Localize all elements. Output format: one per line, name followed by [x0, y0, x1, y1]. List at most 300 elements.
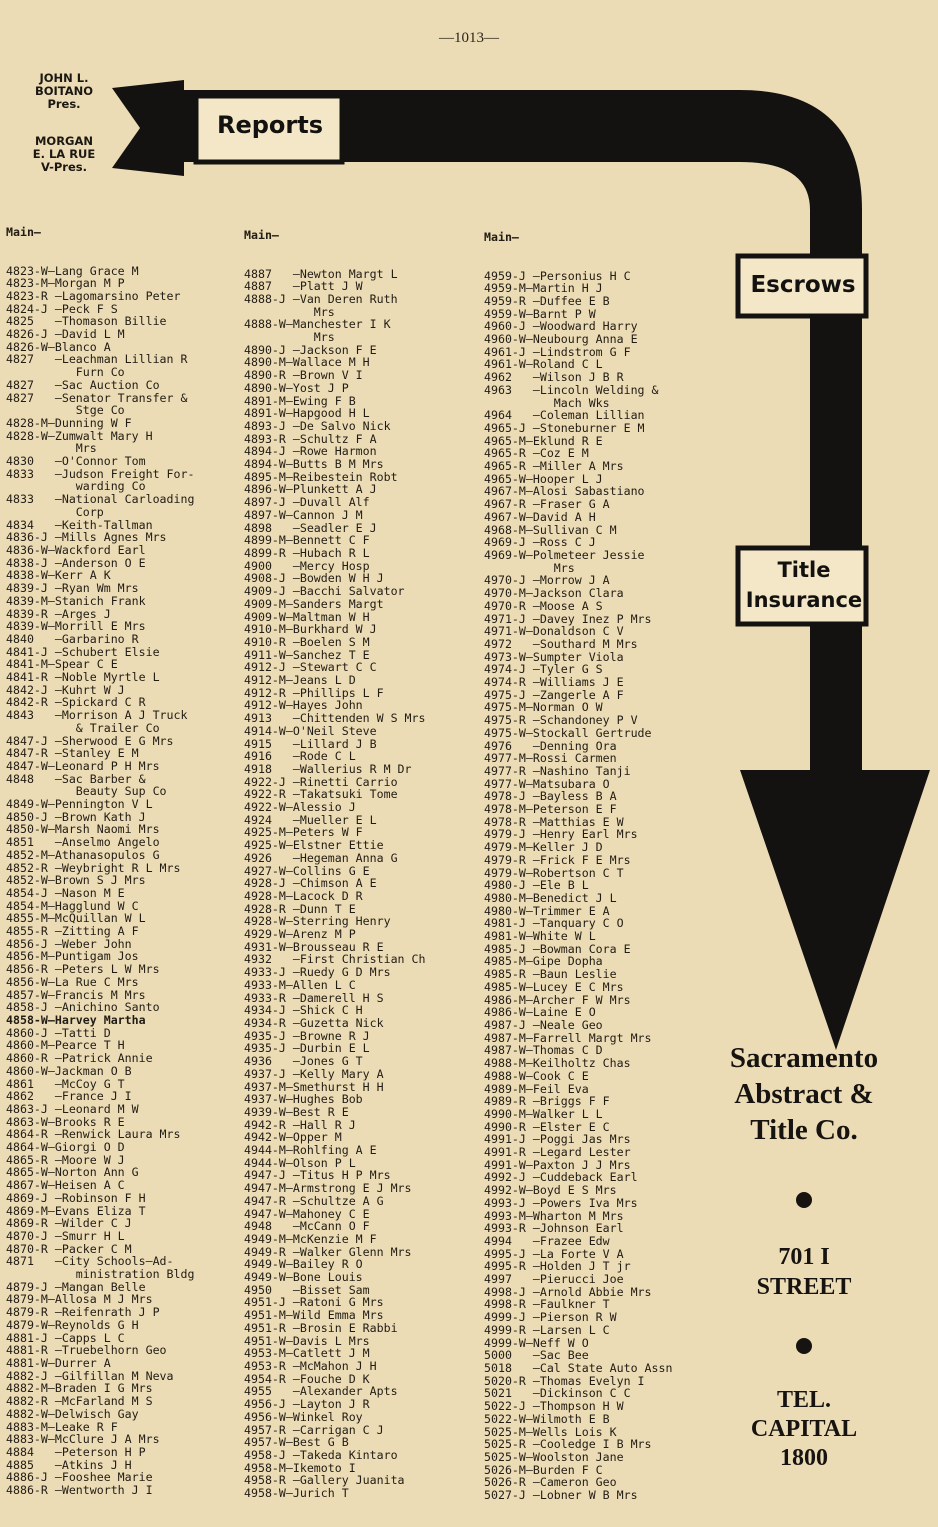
directory-entry: 4883-M—Leake R F [6, 1419, 118, 1434]
directory-entry: 4965-W—Hooper L J [484, 471, 603, 486]
directory-entry: 4947-W—Mahoney C E [244, 1206, 370, 1221]
directory-entry: 4990-M—Walker L L [484, 1106, 603, 1121]
directory-entry: 4879-R —Reifenrath J P [6, 1305, 160, 1320]
directory-entry: 4895-M—Reibestein Robt [244, 469, 398, 484]
directory-entry: 4936 —Jones G T [244, 1054, 363, 1069]
directory-entry: 4881-J —Capps L C [6, 1330, 125, 1345]
directory-entry: 4839-M—Stanich Frank [6, 593, 146, 608]
directory-entry: 4882-R —McFarland M S [6, 1394, 153, 1409]
directory-entry: 4978-J —Bayless B A [484, 789, 617, 804]
directory-entry: 4911-W—Sanchez T E [244, 647, 370, 662]
entry-list [244, 268, 476, 1500]
directory-entry: & Trailer Co [6, 720, 160, 735]
directory-entry: 4968-M—Sullivan C M [484, 522, 617, 537]
directory-entry: 5020-R —Thomas Evelyn I [484, 1373, 645, 1388]
directory-entry: 4847-R —Stanley E M [6, 746, 139, 761]
directory-entry: 4839-J —Ryan Wm Mrs [6, 581, 139, 596]
directory-entry: 4975-W—Stockall Gertrude [484, 725, 652, 740]
directory-entry: 4988-W—Cook C E [484, 1068, 589, 1083]
directory-entry: 4935-J —Durbin E L [244, 1041, 370, 1056]
directory-entry: 4999-R —Larsen L C [484, 1322, 610, 1337]
directory-entry: 4954-R —Fouche D K [244, 1371, 370, 1386]
directory-entry: 4865-R —Moore W J [6, 1152, 125, 1167]
directory-entry: 4985-M—Gipe Dopha [484, 954, 603, 969]
directory-entry: 4992-J —Cuddeback Earl [484, 1170, 638, 1185]
directory-entry: 4858-J —Anichino Santo [6, 1000, 160, 1015]
directory-entry: 4974-R —Williams J E [484, 675, 624, 690]
directory-entry: 4995-R —Holden J T jr [484, 1259, 631, 1274]
directory-entry: 4823-M—Morgan M P [6, 276, 125, 291]
directory-entry: 4847-W—Leonard P H Mrs [6, 758, 160, 773]
directory-entry: 4933-R —Damerell H S [244, 990, 384, 1005]
directory-entry: 4934-J —Shick C H [244, 1003, 363, 1018]
directory-entry: 4928-J —Chimson A E [244, 876, 377, 891]
directory-entry: 4854-J —Nason M E [6, 885, 125, 900]
directory-entry: 4970-M—Jackson Clara [484, 586, 624, 601]
directory-entry: 4855-R —Zitting A F [6, 924, 139, 939]
directory-entry: 4949-M—McKenzie M F [244, 1231, 377, 1246]
directory-entry: 4841-J —Schubert Elsie [6, 644, 160, 659]
company-phone: TEL. CAPITAL 1800 [750, 1387, 858, 1471]
directory-entry: 4937-M—Smethurst H H [244, 1079, 384, 1094]
directory-entry: 4951-W—Davis L Mrs [244, 1333, 370, 1348]
directory-entry: 4993-M—Wharton M Mrs [484, 1208, 624, 1223]
directory-entry: 4890-R —Brown V I [244, 368, 363, 383]
directory-entry: 4847-J —Sherwood E G Mrs [6, 733, 174, 748]
directory-entry: 4956-J —Layton J R [244, 1397, 370, 1412]
directory-entry: 4997 —Pierucci Joe [484, 1272, 624, 1287]
directory-entry: 4908-J —Bowden W H J [244, 571, 384, 586]
directory-entry: 4987-W—Thomas C D [484, 1043, 603, 1058]
directory-entry: 4896-W—Plunkett A J [244, 482, 377, 497]
directory-entry: 4870-J —Smurr H L [6, 1228, 125, 1243]
entry-list [484, 270, 712, 1502]
directory-entry: 4953-R —McMahon J H [244, 1358, 377, 1373]
directory-entry: 4991-W—Paxton J J Mrs [484, 1157, 631, 1172]
directory-entry: 5026-R —Cameron Geo [484, 1475, 617, 1490]
directory-entry: 5021 —Dickinson C C [484, 1386, 631, 1401]
directory-entry: 4893-J —De Salvo Nick [244, 418, 391, 433]
directory-entry: 4852-M—Athanasopulos G [6, 847, 160, 862]
directory-entry: 4975-J —Zangerle A F [484, 687, 624, 702]
directory-entry: 4893-R —Schultz F A [244, 431, 377, 446]
directory-entry: 4886-J —Fooshee Marie [6, 1470, 153, 1485]
directory-entry: 4950 —Bisset Sam [244, 1282, 370, 1297]
vice-president-title: V-Pres. [41, 160, 87, 174]
directory-entry: 4959-W—Barnt P W [484, 306, 596, 321]
directory-entry: 4988-M—Keilholtz Chas [484, 1056, 631, 1071]
directory-entry: 4843 —Morrison A J Truck [6, 708, 188, 723]
directory-entry: 4939-W—Best R E [244, 1104, 349, 1119]
directory-entry: 4879-W—Reynolds G H [6, 1317, 139, 1332]
directory-entry: 4958-J —Takeda Kintaro [244, 1447, 398, 1462]
directory-entry: 4933-M—Allen L C [244, 977, 356, 992]
directory-entry: 4914-W—O'Neil Steve [244, 723, 377, 738]
directory-entry: 4826-W—Blanco A [6, 339, 111, 354]
directory-entry: 4879-M—Allosa M J Mrs [6, 1292, 153, 1307]
directory-entry: 4840 —Garbarino R [6, 631, 139, 646]
directory-entry: 4947-J —Titus H P Mrs [244, 1168, 391, 1183]
directory-entry: Mrs [6, 441, 97, 456]
directory-entry: 4899-R —Hubach R L [244, 545, 370, 560]
directory-entry: 4978-M—Peterson E F [484, 802, 617, 817]
directory-entry: 4993-J —Powers Iva Mrs [484, 1195, 638, 1210]
directory-entry: 4949-W—Bone Louis [244, 1270, 363, 1285]
directory-entry: 4931-W—Brousseau R E [244, 939, 384, 954]
directory-entry: 4891-M—Ewing F B [244, 393, 356, 408]
directory-entry: 4967-M—Alosi Sabastiano [484, 484, 645, 499]
directory-entry: 4861 —McCoy G T [6, 1076, 125, 1091]
directory-entry: 4949-W—Bailey R O [244, 1257, 363, 1272]
directory-entry: 4989-M—Feil Eva [484, 1081, 589, 1096]
directory-entry: 4860-W—Jackman O B [6, 1063, 132, 1078]
entry-list [6, 265, 236, 1497]
directory-entry: 4991-R —Legard Lester [484, 1145, 631, 1160]
directory-entry: 5027-J —Lobner W B Mrs [484, 1488, 638, 1503]
directory-entry: 4825 —Thomason Billie [6, 314, 167, 329]
escrows-label: Escrows [750, 272, 856, 298]
directory-entry: 4869-R —Wilder C J [6, 1216, 132, 1231]
directory-entry: 4998-R —Faulkner T [484, 1297, 610, 1312]
directory-entry: 4977-W—Matsubara O [484, 776, 610, 791]
column-heading: Main— [6, 225, 41, 240]
directory-entry: 4972 —Southard M Mrs [484, 636, 638, 651]
directory-entry: 4833 —Judson Freight For- [6, 466, 195, 481]
directory-entry: 5022-J —Thompson H W [484, 1399, 624, 1414]
directory-entry: 4947-M—Armstrong E J Mrs [244, 1181, 412, 1196]
directory-entry: 4933-J —Ruedy G D Mrs [244, 965, 391, 980]
directory-entry: 4890-J —Jackson F E [244, 342, 377, 357]
directory-entry: 4827 —Leachman Lillian R [6, 352, 188, 367]
directory-entry: 4979-R —Frick F E Mrs [484, 852, 631, 867]
directory-entry: 4987-J —Neale Geo [484, 1018, 603, 1032]
directory-entry: 4985-J —Bowman Cora E [484, 941, 631, 956]
directory-entry: 4839-R —Arges J [6, 606, 111, 621]
reports-label: Reports [216, 111, 324, 139]
directory-entry: 4993-R —Johnson Earl [484, 1221, 624, 1236]
directory-entry: 4957-R —Carrigan C J [244, 1422, 384, 1437]
directory-entry: 4990-R —Elster E C [484, 1119, 610, 1134]
directory-entry: 4863-W—Brooks R E [6, 1114, 125, 1129]
directory-entry: 4999-W—Neff W O [484, 1335, 589, 1350]
directory-entry: 4909-M—Sanders Margt [244, 596, 384, 611]
arrow-head-shape [740, 770, 930, 1050]
title-insurance-label: Title Insurance [745, 558, 863, 612]
directory-entry: 4850-W—Marsh Naomi Mrs [6, 822, 160, 837]
bullet-dot [796, 1192, 812, 1208]
listing-column-2 [244, 204, 476, 1525]
directory-entry: 4986-W—Laine E O [484, 1005, 596, 1020]
directory-entry: 4979-J —Henry Earl Mrs [484, 827, 638, 842]
directory-entry: 4973-W—Sumpter Viola [484, 649, 624, 664]
directory-entry: 4858-W—Harvey Martha [6, 1013, 146, 1027]
directory-entry: 5025-M—Wells Lois K [484, 1424, 617, 1439]
directory-entry: 4958-W—Jurich T [244, 1486, 349, 1501]
directory-entry: 4969-J —Ross C J [484, 535, 596, 550]
directory-entry: 4961-W—Roland C L [484, 357, 603, 372]
directory-entry: 4955 —Alexander Apts [244, 1384, 398, 1399]
directory-entry: 4922-J —Rinetti Carrio [244, 774, 398, 789]
directory-entry: 4856-M—Puntigam Jos [6, 949, 139, 964]
directory-entry: 4900 —Mercy Hosp [244, 558, 370, 573]
directory-entry: 4959-M—Martin H J [484, 281, 603, 296]
directory-entry: 4898 —Seadler E J [244, 520, 377, 535]
directory-entry: 4967-W—David A H [484, 509, 596, 524]
directory-entry: 4857-W—Francis M Mrs [6, 987, 146, 1002]
directory-entry: 4992-W—Boyd E S Mrs [484, 1183, 617, 1198]
directory-entry: 4913 —Chittenden W S Mrs [244, 711, 426, 726]
directory-entry: 4978-R —Matthias E W [484, 814, 624, 829]
directory-entry: 4957-W—Best G B [244, 1435, 349, 1450]
directory-entry: 4994 —Frazee Edw [484, 1233, 610, 1248]
vice-president-name: MORGAN E. LA RUE [32, 134, 96, 161]
directory-entry: 4985-R —Baun Leslie [484, 967, 617, 982]
directory-entry: 4976 —Denning Ora [484, 738, 617, 753]
president-title: Pres. [47, 97, 81, 111]
directory-entry: 4970-J —Morrow J A [484, 573, 610, 588]
directory-entry: 4912-J —Stewart C C [244, 660, 377, 675]
directory-entry: 4977-M—Rossi Carmen [484, 751, 617, 766]
directory-entry: 5025-W—Woolston Jane [484, 1449, 624, 1464]
directory-entry: 4890-W—Yost J P [244, 380, 349, 395]
directory-entry: 4909-J —Bacchi Salvator [244, 584, 405, 599]
directory-entry: 4827 —Sac Auction Co [6, 377, 160, 392]
directory-entry: 4960-J —Woodward Harry [484, 319, 638, 334]
directory-entry: 4991-J —Poggi Jas Mrs [484, 1132, 631, 1147]
directory-entry: 4839-W—Morrill E Mrs [6, 619, 146, 634]
company-address: 701 I STREET [756, 1244, 852, 1300]
directory-entry: 4841-M—Spear C E [6, 657, 118, 672]
directory-entry: 4852-R —Weybright R L Mrs [6, 860, 181, 875]
directory-entry: 4916 —Rode C L [244, 749, 356, 764]
directory-entry: 4864-R —Renwick Laura Mrs [6, 1127, 181, 1142]
directory-entry: 5025-R —Cooledge I B Mrs [484, 1437, 652, 1452]
directory-entry: 4882-J —Gilfillan M Neva [6, 1368, 174, 1383]
directory-entry: 4960-W—Neubourg Anna E [484, 332, 638, 347]
directory-entry: 4965-R —Coz E M [484, 446, 589, 461]
directory-entry: 4828-M—Dunning W F [6, 415, 132, 430]
directory-entry: 4865-W—Norton Ann G [6, 1165, 139, 1180]
directory-entry: 4891-W—Hapgood H L [244, 406, 370, 421]
directory-entry: 4912-M—Jeans L D [244, 673, 356, 688]
directory-entry: 4827 —Senator Transfer & [6, 390, 188, 405]
directory-entry: 4949-R —Walker Glenn Mrs [244, 1244, 412, 1259]
directory-entry: 4856-J —Weber John [6, 936, 132, 951]
directory-entry: 4989-R —Briggs F F [484, 1094, 610, 1109]
directory-entry: 4934-R —Guzetta Nick [244, 1016, 384, 1030]
directory-entry: 4944-W—Olson P L [244, 1155, 356, 1170]
directory-entry: 4999-J —Pierson R W [484, 1310, 617, 1325]
directory-entry: 4951-J —Ratoni G Mrs [244, 1295, 384, 1310]
directory-entry: 4965-M—Eklund R E [484, 433, 603, 448]
directory-entry: 4910-M—Burkhard W J [244, 622, 377, 637]
directory-entry: 4947-R —Schultze A G [244, 1193, 384, 1208]
directory-entry: 4995-J —La Forte V A [484, 1246, 624, 1261]
directory-entry: 4977-R —Nashino Tanji [484, 763, 631, 778]
directory-entry: 4956-W—Winkel Roy [244, 1409, 363, 1424]
directory-entry: 4925-M—Peters W F [244, 825, 363, 840]
directory-entry: 4856-W—La Rue C Mrs [6, 974, 139, 989]
directory-entry: 4964 —Coleman Lillian [484, 408, 645, 423]
directory-entry: 4925-W—Elstner Ettie [244, 838, 384, 853]
directory-entry: 4867-W—Heisen A C [6, 1178, 125, 1193]
directory-entry: 4998-J —Arnold Abbie Mrs [484, 1284, 652, 1299]
directory-entry: 4856-R —Peters L W Mrs [6, 962, 160, 977]
directory-entry: 4834 —Keith-Tallman [6, 517, 153, 532]
directory-entry: 4962 —Wilson J B R [484, 370, 624, 385]
directory-entry: 4850-J —Brown Kath J [6, 809, 146, 824]
directory-entry: Mrs [244, 304, 335, 319]
directory-entry: 4979-W—Robertson C T [484, 865, 624, 880]
directory-entry: Mrs [484, 560, 575, 575]
directory-entry: 4965-R —Miller A Mrs [484, 459, 624, 474]
directory-entry: 4860-R —Patrick Annie [6, 1051, 153, 1066]
directory-entry: 4864-W—Giorgi O D [6, 1140, 125, 1155]
directory-entry: 4887 —Newton Margt L [244, 266, 398, 281]
directory-entry: 4860-J —Tatti D [6, 1025, 111, 1040]
directory-entry: 4922-W—Alessio J [244, 800, 356, 815]
directory-entry: 5000 —Sac Bee [484, 1348, 589, 1363]
directory-entry: 4932 —First Christian Ch [244, 952, 426, 967]
directory-entry: 4871 —City Schools—Ad- [6, 1254, 174, 1269]
directory-entry: 4937-W—Hughes Bob [244, 1092, 363, 1107]
directory-entry: 4869-J —Robinson F H [6, 1190, 146, 1205]
directory-entry: 4961-J —Lindstrom G F [484, 344, 631, 359]
directory-entry: 4963 —Lincoln Welding & [484, 382, 659, 397]
listing-column-3 [484, 206, 712, 1527]
directory-entry: 4980-M—Benedict J L [484, 890, 617, 905]
directory-entry: 4959-R —Duffee E B [484, 293, 610, 308]
directory-entry: Corp [6, 504, 104, 519]
directory-entry: 4986-M—Archer F W Mrs [484, 992, 631, 1007]
directory-entry: 4971-J —Davey Inez P Mrs [484, 611, 652, 626]
directory-entry: 4888-J —Van Deren Ruth [244, 291, 398, 306]
president-name: JOHN L. BOITANO [34, 71, 94, 98]
directory-entry: 4842-J —Kuhrt W J [6, 682, 125, 697]
directory-entry: 4965-J —Stoneburner E M [484, 420, 645, 435]
directory-entry: 4869-M—Evans Eliza T [6, 1203, 146, 1218]
directory-entry: 4863-J —Leonard M W [6, 1101, 139, 1116]
directory-entry: 4823-W—Lang Grace M [6, 263, 139, 278]
directory-entry: 4870-R —Packer C M [6, 1241, 132, 1256]
directory-entry: 4937-J —Kelly Mary A [244, 1066, 384, 1081]
directory-entry: 4833 —National Carloading [6, 492, 195, 507]
directory-entry: 4894-W—Butts B M Mrs [244, 457, 384, 472]
directory-entry: 4841-R —Noble Myrtle L [6, 670, 160, 685]
directory-entry: 4855-M—McQuillan W L [6, 911, 146, 926]
directory-entry: 4942-W—Opper M [244, 1130, 342, 1145]
directory-entry: 4884 —Peterson H P [6, 1444, 146, 1459]
directory-entry: Beauty Sup Co [6, 784, 167, 799]
directory-entry: 4882-M—Braden I G Mrs [6, 1381, 153, 1396]
directory-entry: 4851 —Anselmo Angelo [6, 835, 160, 850]
directory-entry: 4915 —Lillard J B [244, 736, 377, 751]
directory-entry: 4910-R —Boelen S M [244, 634, 370, 649]
directory-entry: 4836-J —Mills Agnes Mrs [6, 530, 167, 545]
directory-entry: 4951-M—Wild Emma Mrs [244, 1308, 384, 1323]
directory-entry: 4830 —O'Connor Tom [6, 454, 146, 469]
company-name: Sacramento Abstract & Title Co. [729, 1042, 879, 1146]
directory-entry: 4885 —Atkins J H [6, 1457, 132, 1472]
directory-entry: 4971-W—Donaldson C V [484, 624, 624, 639]
directory-entry: 4894-J —Rowe Harmon [244, 444, 377, 459]
directory-entry: ministration Bldg [6, 1267, 195, 1282]
directory-entry: 4887 —Platt J W [244, 279, 363, 294]
directory-entry: 4897-W—Cannon J M [244, 507, 363, 522]
directory-entry: 4969-W—Polmeteer Jessie [484, 547, 645, 562]
directory-entry: 4886-R —Wentworth J I [6, 1483, 153, 1498]
directory-entry: 4881-R —Truebelhorn Geo [6, 1343, 167, 1358]
column-heading: Main— [484, 230, 519, 245]
page-number: —1013— [439, 30, 499, 46]
directory-entry: 4970-R —Moose A S [484, 598, 603, 613]
directory-entry: 4981-W—White W L [484, 929, 596, 944]
directory-entry: 4888-W—Manchester I K [244, 317, 391, 332]
directory-entry: 4942-R —Hall R J [244, 1117, 356, 1132]
directory-entry: 4926 —Hegeman Anna G [244, 850, 398, 865]
directory-entry: 4838-J —Anderson O E [6, 555, 146, 570]
directory-entry: 4929-W—Arenz M P [244, 927, 356, 942]
directory-entry: warding Co [6, 479, 146, 494]
directory-entry: 4838-W—Kerr A K [6, 568, 111, 583]
directory-entry: 4881-W—Durrer A [6, 1355, 111, 1370]
directory-entry: 5018 —Cal State Auto Assn [484, 1360, 673, 1375]
directory-entry: Stge Co [6, 403, 125, 418]
directory-entry: 4951-R —Brosin E Rabbi [244, 1320, 398, 1335]
directory-entry: 4981-J —Tanquary C O [484, 916, 624, 931]
directory-entry: Mach Wks [484, 395, 610, 410]
directory-entry: 4958-M—Ikemoto I [244, 1460, 356, 1475]
directory-entry: 4823-R —Lagomarsino Peter [6, 288, 181, 303]
directory-entry: 4975-R —Schandoney P V [484, 713, 638, 728]
directory-entry: 4842-R —Spickard C R [6, 695, 146, 710]
directory-entry: 4958-R —Gallery Juanita [244, 1473, 405, 1488]
directory-entry: 4836-W—Wackford Earl [6, 542, 146, 557]
directory-entry: 4967-R —Fraser G A [484, 497, 610, 512]
directory-entry: 5022-W—Wilmoth E B [484, 1411, 610, 1426]
directory-entry: 4987-M—Farrell Margt Mrs [484, 1030, 652, 1045]
directory-entry: 4899-M—Bennett C F [244, 533, 370, 548]
directory-entry: 4852-W—Brown S J Mrs [6, 873, 146, 888]
directory-entry: 4848 —Sac Barber & [6, 771, 146, 786]
directory-entry: 4883-W—McClure J A Mrs [6, 1432, 160, 1447]
directory-entry: 4975-M—Norman O W [484, 700, 603, 715]
directory-entry: 4980-J —Ele B L [484, 878, 589, 893]
ribbon-tail-shape [112, 80, 184, 176]
directory-entry: 4912-W—Hayes John [244, 698, 363, 713]
directory-entry: 4828-W—Zumwalt Mary H [6, 428, 153, 443]
directory-entry: 4862 —France J I [6, 1089, 132, 1104]
directory-entry: 4953-M—Catlett J M [244, 1346, 370, 1361]
directory-entry: 4897-J —Duvall Alf [244, 495, 370, 510]
directory-entry: 4918 —Wallerius R M Dr [244, 761, 412, 776]
column-heading: Main— [244, 228, 279, 243]
directory-entry: 4948 —McCann O F [244, 1219, 370, 1234]
directory-entry: 4824-J —Peck F S [6, 301, 118, 316]
directory-entry: 4890-M—Wallace M H [244, 355, 370, 370]
directory-entry: 4879-J —Mangan Belle [6, 1279, 146, 1294]
directory-entry: 4854-M—Hagglund W C [6, 898, 139, 913]
directory-entry: 5026-M—Burden F C [484, 1462, 603, 1477]
directory-entry: 4924 —Mueller E L [244, 812, 377, 827]
directory-entry: 4909-W—Maltman W H [244, 609, 370, 624]
directory-entry: 4980-W—Trimmer E A [484, 903, 610, 918]
directory-entry: 4979-M—Keller J D [484, 840, 603, 855]
bullet-dot [796, 1338, 812, 1354]
directory-entry: 4985-W—Lucey E C Mrs [484, 979, 624, 994]
directory-entry: 4826-J —David L M [6, 327, 125, 342]
directory-entry: 4849-W—Pennington V L [6, 797, 153, 812]
